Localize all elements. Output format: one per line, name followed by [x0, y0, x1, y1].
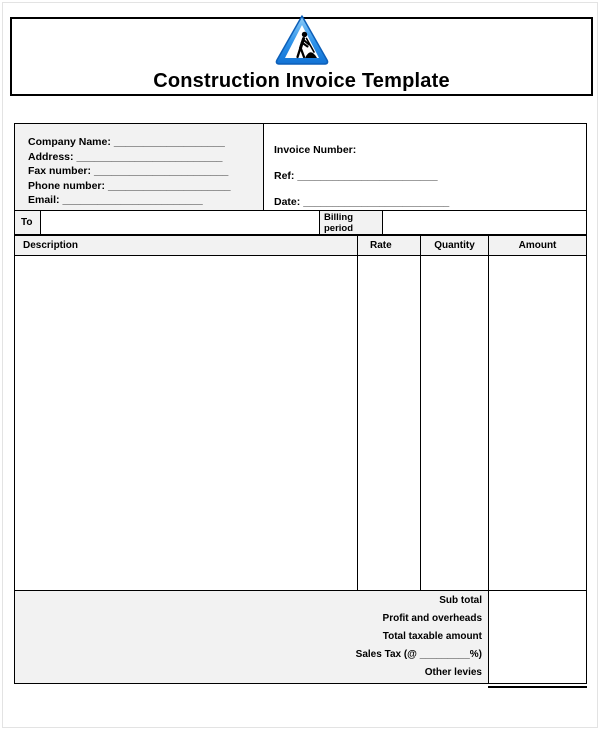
rate-column-header: Rate	[358, 236, 421, 255]
ref-label: Ref:	[274, 170, 295, 182]
quantity-entry-area[interactable]	[421, 256, 489, 590]
address-blank[interactable]: _________________________	[76, 150, 223, 163]
ref-field	[274, 163, 586, 189]
company-name-label: Company Name:	[28, 136, 111, 148]
fax-label: Fax number:	[28, 165, 92, 178]
items-table-header	[14, 235, 587, 256]
description-entry-area[interactable]	[15, 256, 358, 590]
totals-labels-panel	[14, 590, 488, 684]
to-value-cell[interactable]	[41, 211, 319, 234]
to-label-cell	[15, 211, 41, 234]
total-taxable-label: Total taxable amount	[382, 631, 482, 642]
email-blank[interactable]: ________________________	[62, 194, 203, 207]
company-name-blank[interactable]: ___________________	[113, 136, 225, 148]
description-column-header: Description	[15, 236, 358, 255]
company-name-field	[28, 135, 263, 150]
recipient-row	[14, 210, 587, 235]
other-levies-label: Other levies	[424, 667, 482, 678]
billing-period-value-cell[interactable]	[383, 211, 586, 234]
fax-field	[28, 164, 263, 179]
amount-entry-area[interactable]	[489, 256, 586, 590]
phone-label: Phone number:	[28, 179, 106, 192]
profit-overheads-label: Profit and overheads	[382, 613, 482, 624]
billing-period-label: Billing period	[324, 212, 354, 234]
email-field	[28, 193, 263, 208]
roadworks-sign-icon	[274, 14, 330, 66]
fax-blank[interactable]: _______________________	[94, 165, 229, 178]
invoice-info-panel	[264, 124, 586, 210]
document-header	[10, 17, 593, 96]
date-blank[interactable]: _________________________	[303, 196, 450, 208]
totals-amount-entry-area[interactable]	[488, 590, 587, 684]
totals-section	[14, 590, 587, 684]
address-field	[28, 150, 263, 165]
ref-blank[interactable]: ________________________	[297, 170, 438, 182]
page-title: Construction Invoice Template	[153, 70, 450, 92]
quantity-column-header: Quantity	[421, 236, 489, 255]
rate-entry-area[interactable]	[358, 256, 421, 590]
email-label: Email:	[28, 194, 60, 207]
to-label: To	[21, 217, 33, 228]
phone-blank[interactable]: _____________________	[108, 179, 231, 192]
billing-period-label-cell	[319, 211, 383, 234]
items-table-body	[14, 255, 587, 591]
invoice-number-field	[274, 137, 586, 163]
info-section	[14, 123, 587, 211]
subtotal-label: Sub total	[439, 595, 482, 606]
date-label: Date:	[274, 196, 301, 208]
phone-field	[28, 179, 263, 194]
sales-tax-label: Sales Tax (@ _________%)	[355, 649, 482, 660]
invoice-number-label: Invoice Number:	[274, 144, 357, 156]
address-label: Address:	[28, 150, 74, 163]
amount-column-header: Amount	[518, 240, 557, 251]
grand-total-rule	[488, 686, 587, 688]
company-info-panel	[15, 124, 264, 210]
